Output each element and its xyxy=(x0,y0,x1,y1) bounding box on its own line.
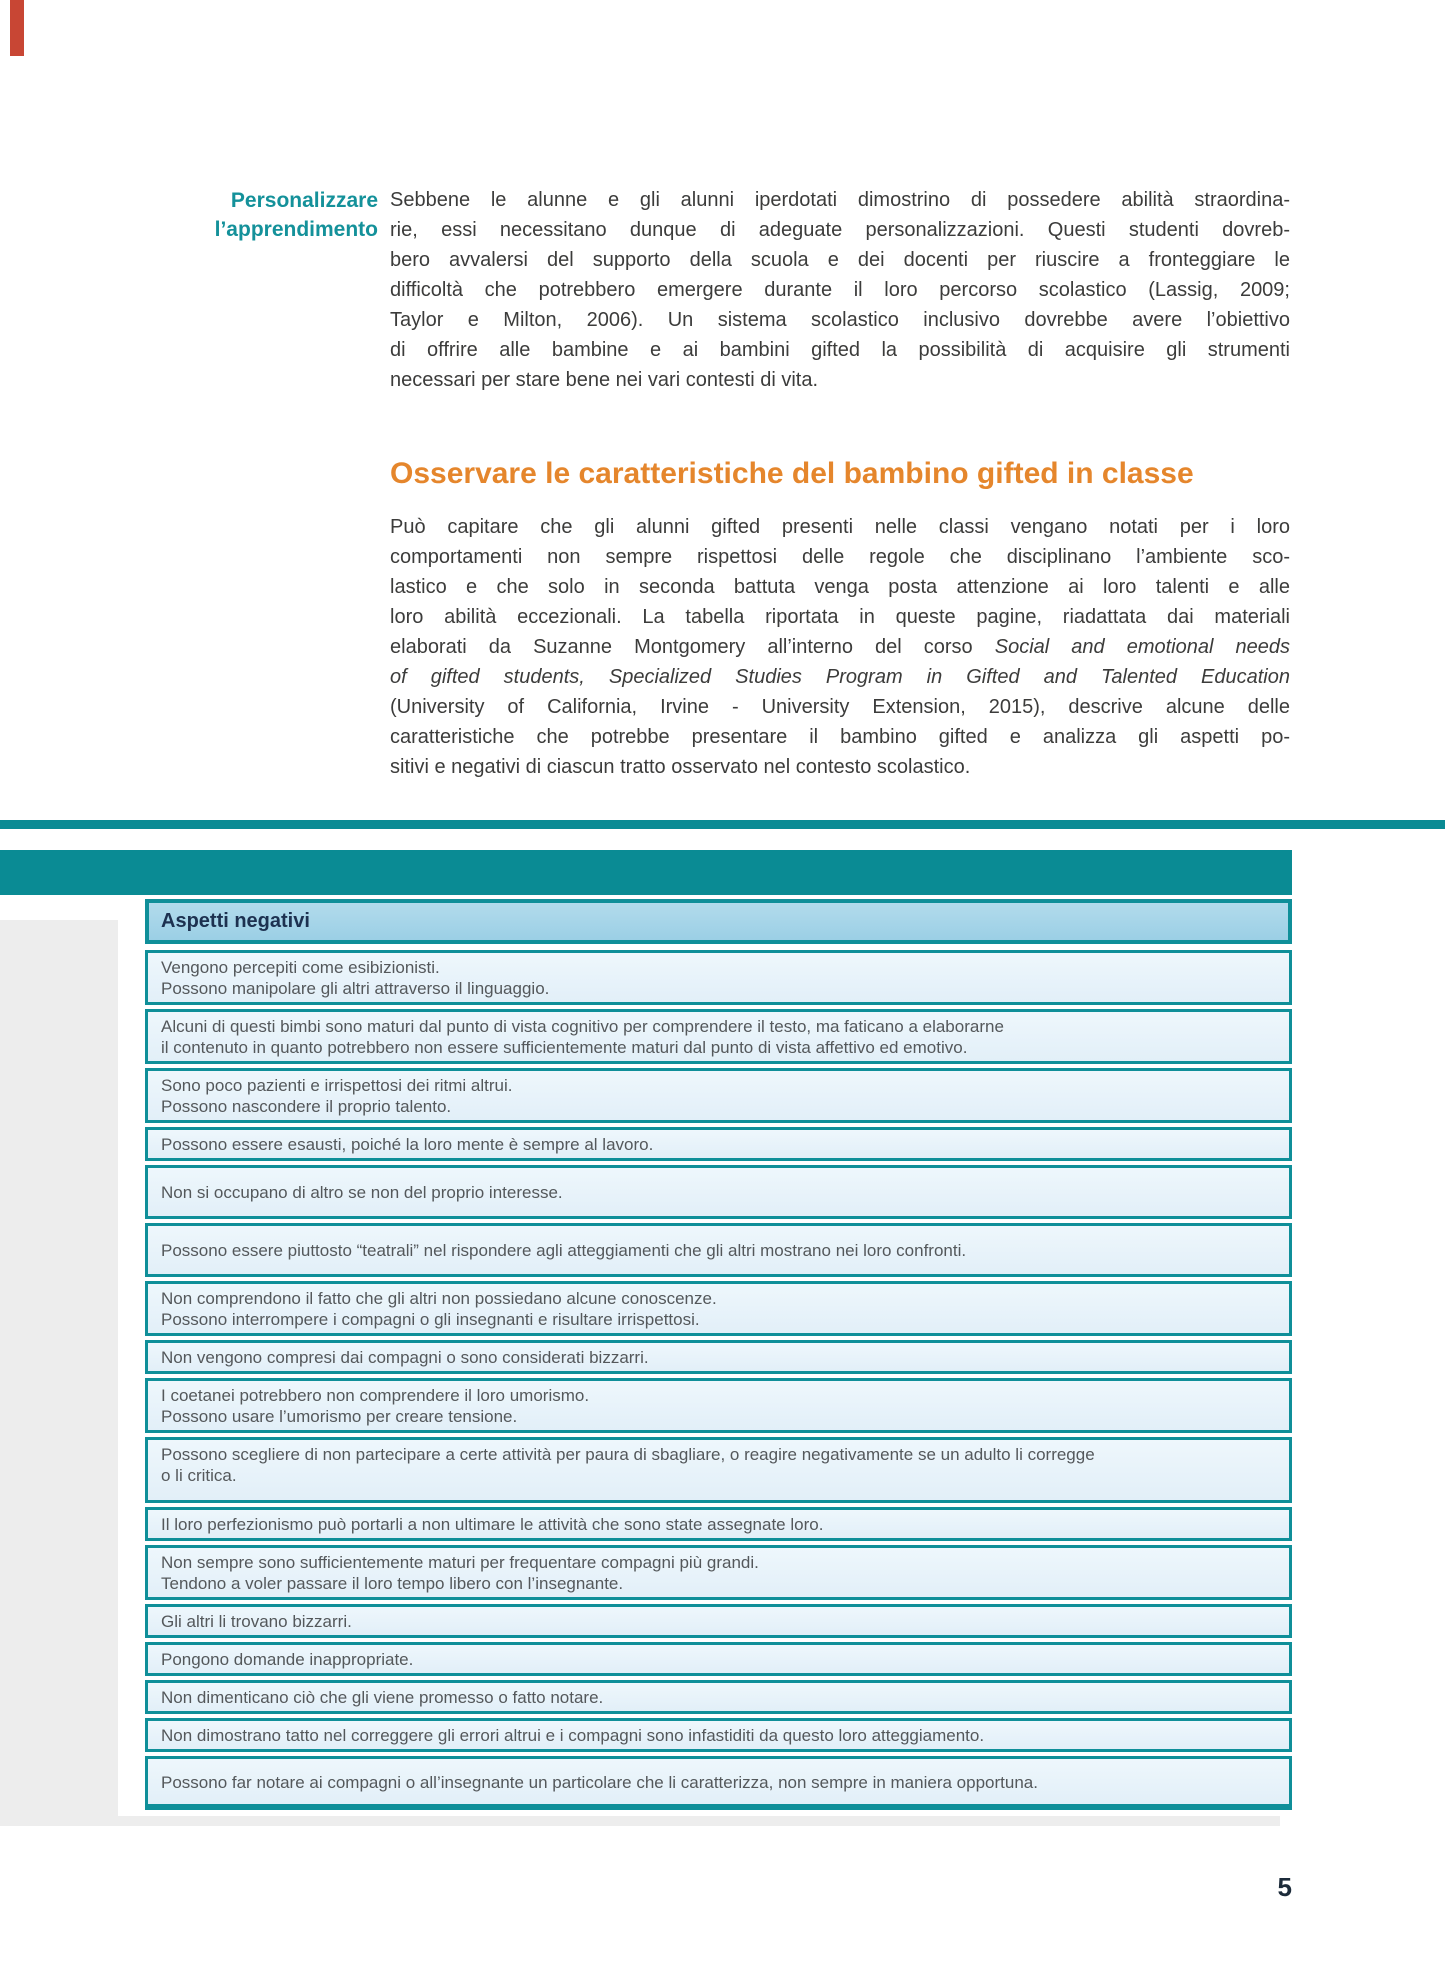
table-row-line: Non dimenticano ciò che gli viene promesso o fatto notare. xyxy=(161,1688,604,1707)
page-number: 5 xyxy=(1277,1872,1292,1902)
teal-band xyxy=(0,850,1292,895)
text-line: caratteristiche che potrebbe presentare il bambino gifted e analizza gli aspetti po- xyxy=(390,726,1290,748)
table-row-line: Non dimostrano tatto nel correggere gli errori altrui e i compagni sono infastiditi da questo loro atteggiamento. xyxy=(161,1726,985,1745)
table-row-line: Possono scegliere di non partecipare a certe attività per paura di sbagliare, o reagire negativamente se un adulto li corregge xyxy=(161,1445,1095,1464)
table-row-line: Tendono a voler passare il loro tempo libero con l’insegnante. xyxy=(161,1574,624,1593)
text-line: di offrire alle bambine e ai bambini gifted la possibilità di acquisire gli strumenti xyxy=(390,339,1290,361)
table-row xyxy=(145,1680,1292,1714)
table-row xyxy=(145,1127,1292,1161)
bottom-gray-strip xyxy=(0,1816,1280,1826)
thin-teal-rule xyxy=(0,820,1445,829)
margin-label xyxy=(100,186,378,244)
table-row xyxy=(145,1009,1292,1064)
table-row-line: Possono nascondere il proprio talento. xyxy=(161,1097,452,1116)
text-line: loro abilità eccezionali. La tabella riportata in queste pagine, riadattata dai materiali xyxy=(390,606,1290,628)
table-row-line: Non vengono compresi dai compagni o sono considerati bizzarri. xyxy=(161,1348,649,1367)
table-row-line: Gli altri li trovano bizzarri. xyxy=(161,1612,352,1631)
table-row-line: Alcuni di questi bimbi sono maturi dal punto di vista cognitivo per comprendere il testo, ma faticano a elaborarne xyxy=(161,1017,1004,1036)
table-row-line: Possono usare l’umorismo per creare tensione. xyxy=(161,1407,518,1426)
table-row-line: il contenuto in quanto potrebbero non essere sufficientemente maturi dal punto di vista affettivo ed emotivo. xyxy=(161,1038,968,1057)
table-row-line: Possono essere esausti, poiché la loro mente è sempre al lavoro. xyxy=(161,1135,654,1154)
table-header xyxy=(145,899,1292,944)
table-body xyxy=(145,950,1292,1810)
table-row xyxy=(145,1642,1292,1676)
text-line: difficoltà che potrebbero emergere durante il loro percorso scolastico (Lassig, 2009; xyxy=(390,279,1290,301)
text-line: necessari per stare bene nei vari contesti di vita. xyxy=(390,369,818,391)
text-line: Taylor e Milton, 2006). Un sistema scolastico inclusivo dovrebbe avere l’obiettivo xyxy=(390,309,1290,331)
table-row-line: Sono poco pazienti e irrispettosi dei ritmi altrui. xyxy=(161,1076,513,1095)
margin-label-line2: l’apprendimento xyxy=(214,218,378,241)
table-row xyxy=(145,1223,1292,1277)
table-row-line: Non si occupano di altro se non del proprio interesse. xyxy=(161,1183,563,1202)
table-row xyxy=(145,1507,1292,1541)
table-row-line: Possono manipolare gli altri attraverso il linguaggio. xyxy=(161,979,550,998)
page-edge-mark xyxy=(10,0,24,56)
margin-label-line1: Personalizzare xyxy=(230,189,378,212)
left-gray-panel xyxy=(0,920,118,1822)
text-line: comportamenti non sempre rispettosi delle regole che disciplinano l’ambiente sco- xyxy=(390,546,1290,568)
text-line: of gifted students, Specialized Studies Program in Gifted and Talented Education xyxy=(390,666,1290,688)
text-line: Sebbene le alunne e gli alunni iperdotati dimostrino di possedere abilità straordina- xyxy=(390,189,1290,211)
table-row xyxy=(145,1281,1292,1336)
paragraph-observe xyxy=(390,512,1290,782)
table-row-line: Non comprendono il fatto che gli altri non possiedano alcune conoscenze. xyxy=(161,1289,717,1308)
table-row xyxy=(145,1068,1292,1123)
text-line: sitivi e negativi di ciascun tratto osservato nel contesto scolastico. xyxy=(390,756,971,778)
table-negative-aspects xyxy=(145,899,1292,1810)
table-row xyxy=(145,1604,1292,1638)
table-row-line: Il loro perfezionismo può portarli a non ultimare le attività che sono state assegnate loro. xyxy=(161,1515,824,1534)
table-row xyxy=(145,1378,1292,1433)
text-line: bero avvalersi del supporto della scuola e dei docenti per riuscire a fronteggiare le xyxy=(390,249,1290,271)
table-row xyxy=(145,1718,1292,1752)
text-line: Può capitare che gli alunni gifted presenti nelle classi vengano notati per i loro xyxy=(390,516,1290,538)
table-row-line: Vengono percepiti come esibizionisti. xyxy=(161,958,440,977)
section-heading: Osservare le caratteristiche del bambino gifted in classe xyxy=(390,457,1194,490)
table-row-line: I coetanei potrebbero non comprendere il loro umorismo. xyxy=(161,1386,590,1405)
table-row-line: o li critica. xyxy=(161,1466,237,1485)
text-line: lastico e che solo in seconda battuta venga posta attenzione ai loro talenti e alle xyxy=(390,576,1290,598)
table-row-line: Possono far notare ai compagni o all’insegnante un particolare che li caratterizza, non sempre in maniera opportuna. xyxy=(161,1772,1038,1792)
paragraph-intro xyxy=(390,185,1290,395)
text-line: rie, essi necessitano dunque di adeguate personalizzazioni. Questi studenti dovreb- xyxy=(390,219,1290,241)
table-row-line: Non sempre sono sufficientemente maturi per frequentare compagni più grandi. xyxy=(161,1553,759,1572)
table-row xyxy=(145,1165,1292,1219)
table-row xyxy=(145,1340,1292,1374)
table-row xyxy=(145,950,1292,1005)
table-row xyxy=(145,1437,1292,1503)
table-header-label: Aspetti negativi xyxy=(161,910,310,932)
table-row-line: Possono interrompere i compagni o gli insegnanti e risultare irrispettosi. xyxy=(161,1310,700,1329)
table-row xyxy=(145,1545,1292,1600)
table-row xyxy=(145,1756,1292,1810)
text-line: elaborati da Suzanne Montgomery all’interno del corso Social and emotional needs xyxy=(390,636,1291,658)
table-row-line: Possono essere piuttosto “teatrali” nel rispondere agli atteggiamenti che gli altri mostrano nei loro confronti. xyxy=(161,1241,967,1260)
text-line: (University of California, Irvine - University Extension, 2015), descrive alcune delle xyxy=(390,696,1290,718)
table-row-line: Pongono domande inappropriate. xyxy=(161,1650,414,1669)
